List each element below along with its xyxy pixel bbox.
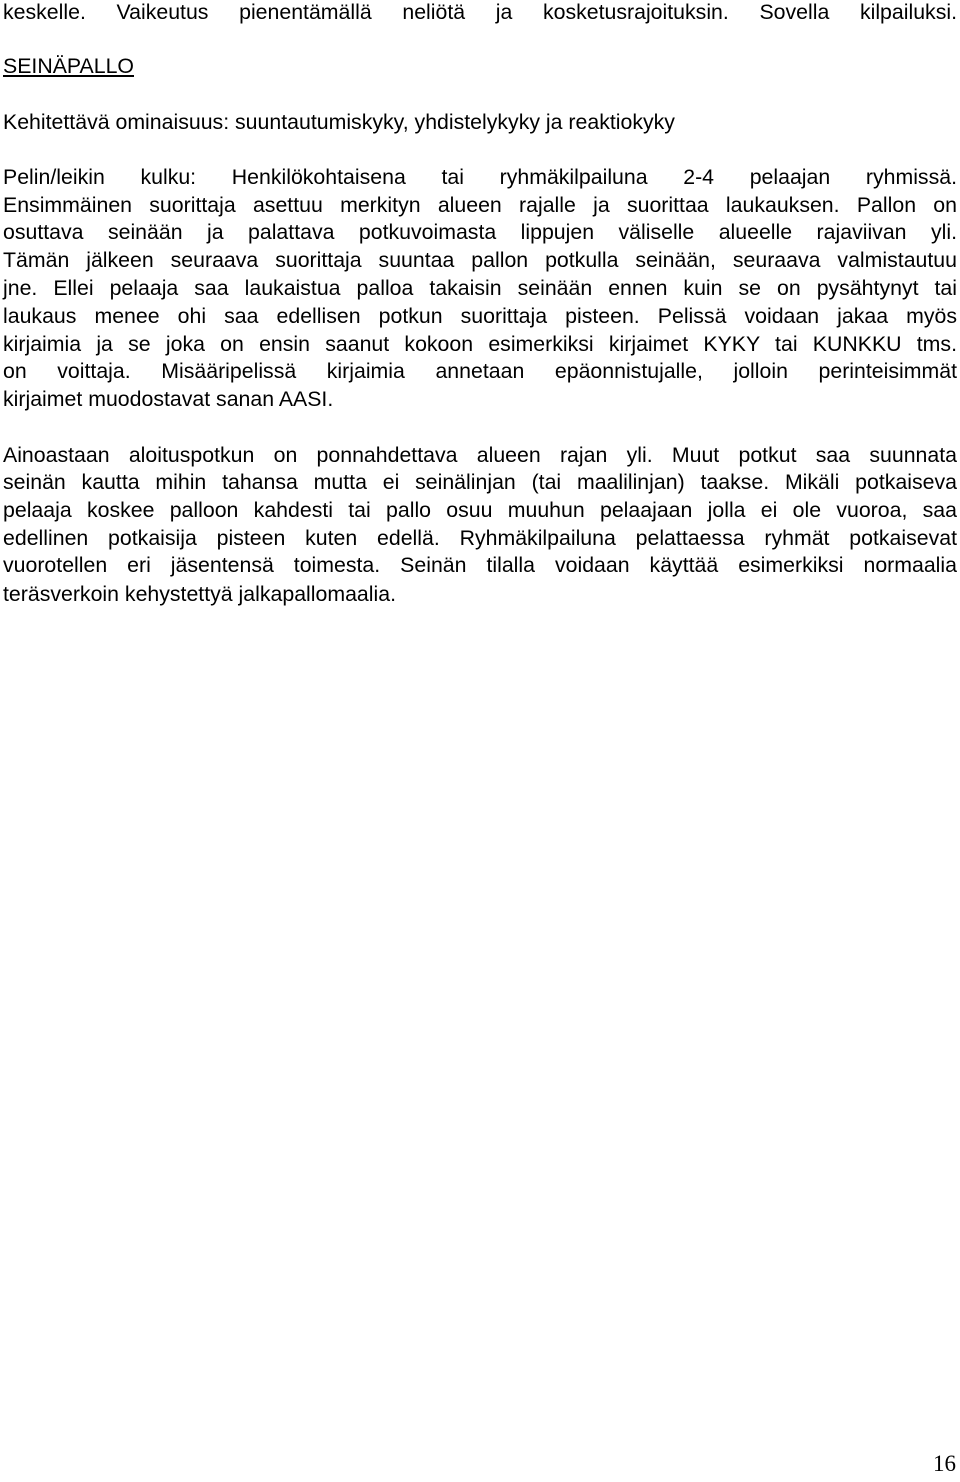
- paragraph-line: kirjaimet muodostavat sanan AASI.: [3, 387, 334, 411]
- paragraph-line: Pelin/leikin kulku: Henkilökohtaisena tai ryhmäkilpailuna 2-4 pelaajan ryhmissä.: [3, 165, 957, 189]
- paragraph-line: edellinen potkaisija pisteen kuten edellä. Ryhmäkilpailuna pelattaessa ryhmät potkaisevat: [3, 526, 957, 550]
- paragraph-line: seinän kautta mihin tahansa mutta ei seinälinjan (tai maalilinjan) taakse. Mikäli potkaiseva: [3, 470, 957, 494]
- paragraph-line: kirjaimia ja se joka on ensin saanut kokoon esimerkiksi kirjaimet KYKY tai KUNKKU tms.: [3, 332, 957, 356]
- paragraph-line: teräsverkoin kehystettyä jalkapallomaalia.: [3, 582, 397, 606]
- paragraph-line: osuttava seinään ja palattava potkuvoimasta lippujen väliselle alueelle rajaviivan yli.: [3, 220, 957, 244]
- page-number: 16: [933, 1451, 956, 1476]
- paragraph-line: on voittaja. Misääripelissä kirjaimia annetaan epäonnistujalle, jolloin perinteisimmät: [3, 359, 957, 383]
- paragraph-line: pelaaja koskee palloon kahdesti tai pallo osuu muuhun pelaajaan jolla ei ole vuoroa, saa: [3, 498, 957, 522]
- paragraph-line: laukaus menee ohi saa edellisen potkun suorittaja pisteen. Pelissä voidaan jakaa myös: [3, 304, 957, 328]
- skill-description: Kehitettävä ominaisuus: suuntautumiskyky, yhdistelykyky ja reaktiokyky: [3, 110, 675, 134]
- paragraph-line: vuorotellen eri jäsentensä toimesta. Seinän tilalla voidaan käyttää esimerkiksi normaalia: [3, 553, 957, 577]
- paragraph-line: jne. Ellei pelaaja saa laukaistua palloa takaisin seinään ennen kuin se on pysähtynyt tai: [3, 276, 957, 300]
- paragraph-line: Ainoastaan aloituspotkun on ponnahdettava alueen rajan yli. Muut potkut saa suunnata: [3, 443, 957, 467]
- section-title: SEINÄPALLO: [3, 54, 134, 78]
- intro-text-line: keskelle. Vaikeutus pienentämällä neliötä ja kosketusrajoituksin. Sovella kilpailuksi.: [3, 0, 957, 24]
- paragraph-line: Ensimmäinen suorittaja asettuu merkityn alueen rajalle ja suorittaa laukauksen. Pallon on: [3, 193, 957, 217]
- paragraph-line: Tämän jälkeen seuraava suorittaja suuntaa pallon potkulla seinään, seuraava valmistautuu: [3, 248, 957, 272]
